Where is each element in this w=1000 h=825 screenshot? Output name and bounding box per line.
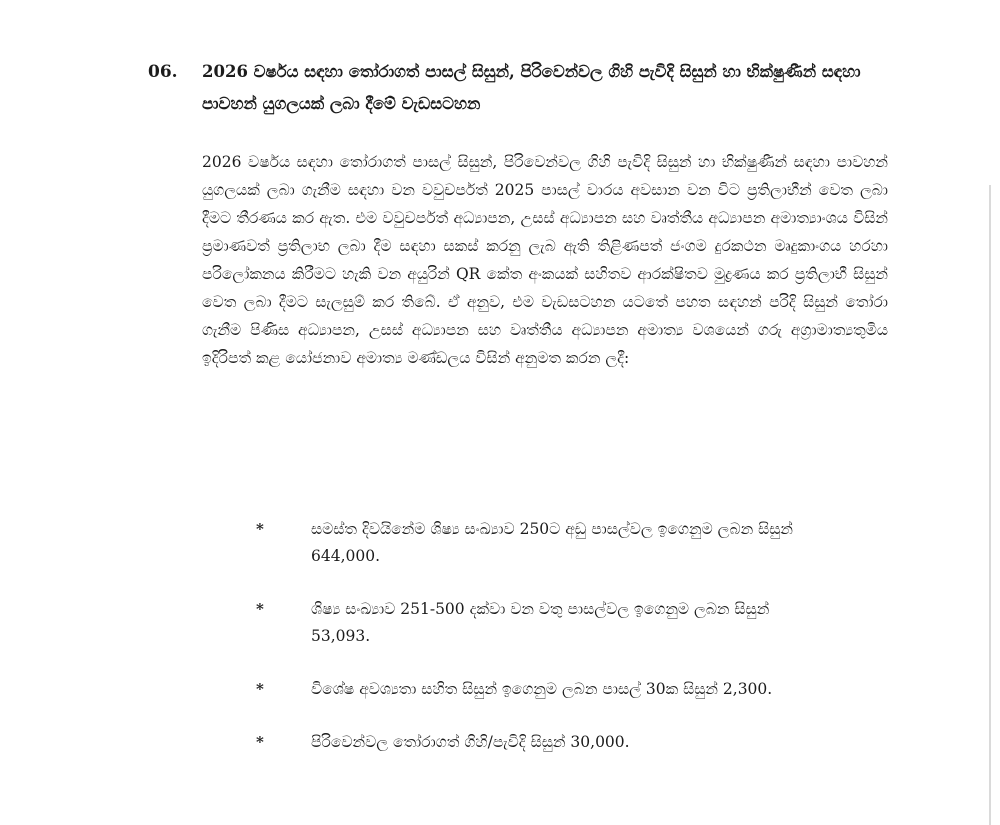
list-item	[256, 596, 816, 650]
list-item-text: ශිෂ්‍ය සංඛ්‍යාව 251-500 දක්වා වන වතු පාසල්වල ඉගෙනුම ලබන සිසුන් 53,093.	[311, 600, 770, 645]
list-item-text: විශේෂ අවශ්‍යතා සහිත සිසුන් ඉගෙනුම ලබන පාසල් 30ක සිසුන් 2,300.	[311, 680, 773, 698]
page-edge-divider	[989, 185, 991, 825]
section-body-paragraph: 2026 වර්ෂය සඳහා තෝරාගත් පාසල් සිසුන්, පිරිවෙන්වල ගිහි පැවිදි සිසුන් හා භික්ෂුණීන් සඳහා පාවහන් යුගලයක් ලබා ගැනීම සඳහා වන වවුචර්පත් 2025 පාසල් වාරය අවසාන වන විට ප්‍රතිලාභීන් වෙත ලබා දීමට තීරණය කර ඇත. එම වවුචර්පත් අධ්‍යාපන, උසස් අධ්‍යාපන සහ වෘත්තීය අධ්‍යාපන අමාත්‍යාංශය විසින් ප්‍රමාණවත් ප්‍රතිලාභ ලබා දීම සඳහා සකස් කරනු ලැබ ඇති තිළිණපත් ජංගම දුරකථන මෘදුකාංගය හරහා පරිලෝකනය කිරීමට හැකි වන අයුරින් QR කේත අංකයක් සහිතව ආරක්ෂිතව මුද්‍රණය කර ප්‍රතිලාභී සිසුන් වෙත ලබා දීමට සැලසුම් කර තිබේ. ඒ අනුව, එම වැඩසටහන යටතේ පහත සඳහන් පරිදි සිසුන් තෝරා ගැනීම පිණිස අධ්‍යාපන, උසස් අධ්‍යාපන සහ වෘත්තීය අධ්‍යාපන අමාත්‍ය වශයෙන් ගරු අග්‍රාමාත්‍යතුමිය ඉදිරිපත් කළ යෝජනාව අමාත්‍ය මණ්ඩලය විසින් අනුමත කරන ලදී:	[202, 153, 888, 367]
list-item-text: සමස්ත දිවයිනේම ශිෂ්‍ය සංඛ්‍යාව 250ට අඩු පාසල්වල ඉගෙනුම ලබන සිසුන් 644,000.	[311, 520, 793, 565]
list-item	[256, 729, 816, 756]
section-title: 2026 වර්ෂය සඳහා තෝරාගත් පාසල් සිසුන්, පිරිවෙන්වල ගිහි පැවිදි සිසුන් හා භික්ෂුණීන් සඳහා පාවහන් යුගලයක් ලබා දීමේ වැඩසටහන	[202, 62, 861, 113]
asterisk-bullet-icon: *	[256, 680, 264, 698]
asterisk-bullet-icon: *	[256, 600, 264, 618]
list-item	[256, 676, 816, 703]
asterisk-bullet-icon: *	[256, 520, 264, 538]
asterisk-bullet-icon: *	[256, 733, 264, 751]
beneficiary-list	[256, 516, 816, 782]
section-number: 06.	[148, 62, 178, 82]
list-item-text: පිරිවෙන්වල තෝරාගත් ගිහි/පැවිදි සිසුන් 30,000.	[311, 733, 630, 751]
list-item	[256, 516, 816, 570]
